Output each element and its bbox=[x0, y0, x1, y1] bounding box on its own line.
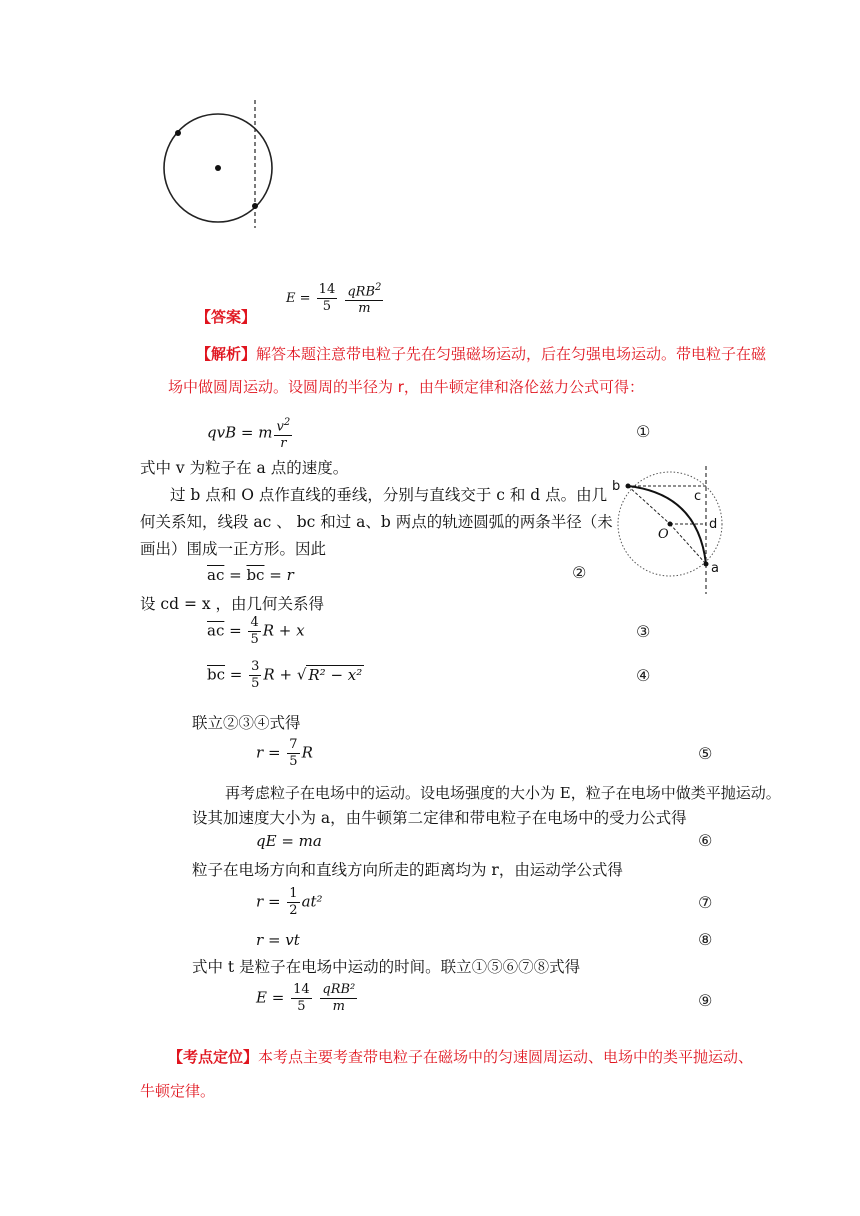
set-cd-line: 设 cd = x ，由几何关系得 bbox=[140, 595, 325, 613]
label-a: a bbox=[711, 561, 719, 576]
exit-point bbox=[252, 203, 258, 209]
equation-2: $\overline{ac} = \overline{bc} = r$ bbox=[207, 566, 294, 584]
equation-3: $\overline{ac}$ = $\frac{4}{5}$ R + x bbox=[207, 615, 305, 647]
geometry-line-1: 过 b 点和 O 点作直线的垂线，分别与直线交于 c 和 d 点。由几 bbox=[170, 486, 608, 504]
tag-1: ① bbox=[636, 422, 651, 441]
equation-1: qvB = m $\frac{v^2}{r}$ bbox=[207, 417, 291, 452]
accel-line: 设其加速度大小为 a，由牛顿第二定律和带电粒子在电场中的受力公式得 bbox=[192, 809, 687, 827]
label-b: b bbox=[612, 479, 621, 494]
distance-line: 粒子在电场方向和直线方向所走的距离均为 r，由运动学公式得 bbox=[192, 861, 623, 879]
b-to-o-dashed bbox=[628, 486, 670, 524]
label-d: d bbox=[709, 517, 718, 532]
top-circle-figure bbox=[150, 100, 280, 235]
answer-formula: E = $\frac{14}{5}$ $\frac{qRB^2}{m}$ bbox=[286, 282, 382, 317]
o-to-a-dashed bbox=[670, 524, 706, 564]
kaodian-line-1: 【考点定位】本考点主要考查带电粒子在磁场中的匀速圆周运动、电场中的类平抛运动、 bbox=[168, 1048, 754, 1066]
kaodian-line-2: 牛顿定律。 bbox=[140, 1082, 216, 1100]
center-point bbox=[215, 165, 221, 171]
tag-5: ⑤ bbox=[698, 744, 713, 763]
point-o bbox=[668, 522, 673, 527]
tag-7: ⑦ bbox=[698, 893, 713, 912]
analysis-line-1: 【解析】解答本题注意带电粒子先在匀强磁场运动，后在匀强电场运动。带电粒子在磁 bbox=[196, 345, 767, 363]
geometry-line-2: 何关系知，线段 ac 、 bc 和过 a、b 两点的轨迹圆弧的两条半径（未 bbox=[140, 513, 613, 531]
equation-7: r = $\frac{1}{2}$ at² bbox=[256, 886, 323, 918]
label-o: O bbox=[658, 527, 669, 542]
equation-9: E = $\frac{14}{5}$ $\frac{\text{qRB²}}{m}$ bbox=[256, 982, 356, 1014]
geometry-line-3: 画出）围成一正方形。因此 bbox=[140, 540, 327, 558]
geometry-diagram bbox=[608, 466, 738, 596]
consider-line: 再考虑粒子在电场中的运动。设电场强度的大小为 E，粒子在电场中做类平抛运动。 bbox=[225, 784, 781, 802]
label-c: c bbox=[694, 489, 702, 504]
entry-point bbox=[175, 130, 181, 136]
analysis-label: 【解析】 bbox=[196, 345, 257, 363]
point-b bbox=[626, 484, 631, 489]
analysis-line-2: 场中做圆周运动。设圆周的半径为 r，由牛顿定律和洛伦兹力公式可得： bbox=[168, 378, 644, 396]
answer-label: 【答案】 bbox=[196, 308, 257, 326]
equation-6: qE = ma bbox=[256, 832, 322, 850]
tag-2: ② bbox=[572, 563, 587, 582]
tag-3: ③ bbox=[636, 622, 651, 641]
tag-8: ⑧ bbox=[698, 930, 713, 949]
tag-9: ⑨ bbox=[698, 991, 713, 1010]
time-line: 式中 t 是粒子在电场中运动的时间。联立①⑤⑥⑦⑧式得 bbox=[192, 958, 581, 976]
v-definition: 式中 v 为粒子在 a 点的速度。 bbox=[140, 459, 349, 477]
equation-4: $\overline{bc}$ = $\frac{3}{5}$ R + √ R² − x² bbox=[207, 659, 363, 691]
equation-5: r = $\frac{7}{5}$ R bbox=[256, 737, 313, 769]
equation-8: r = vt bbox=[256, 931, 300, 949]
combine-1: 联立②③④式得 bbox=[192, 714, 301, 732]
kaodian-label: 【考点定位】 bbox=[168, 1048, 259, 1066]
tag-6: ⑥ bbox=[698, 831, 713, 850]
tag-4: ④ bbox=[636, 666, 651, 685]
point-a bbox=[704, 562, 709, 567]
